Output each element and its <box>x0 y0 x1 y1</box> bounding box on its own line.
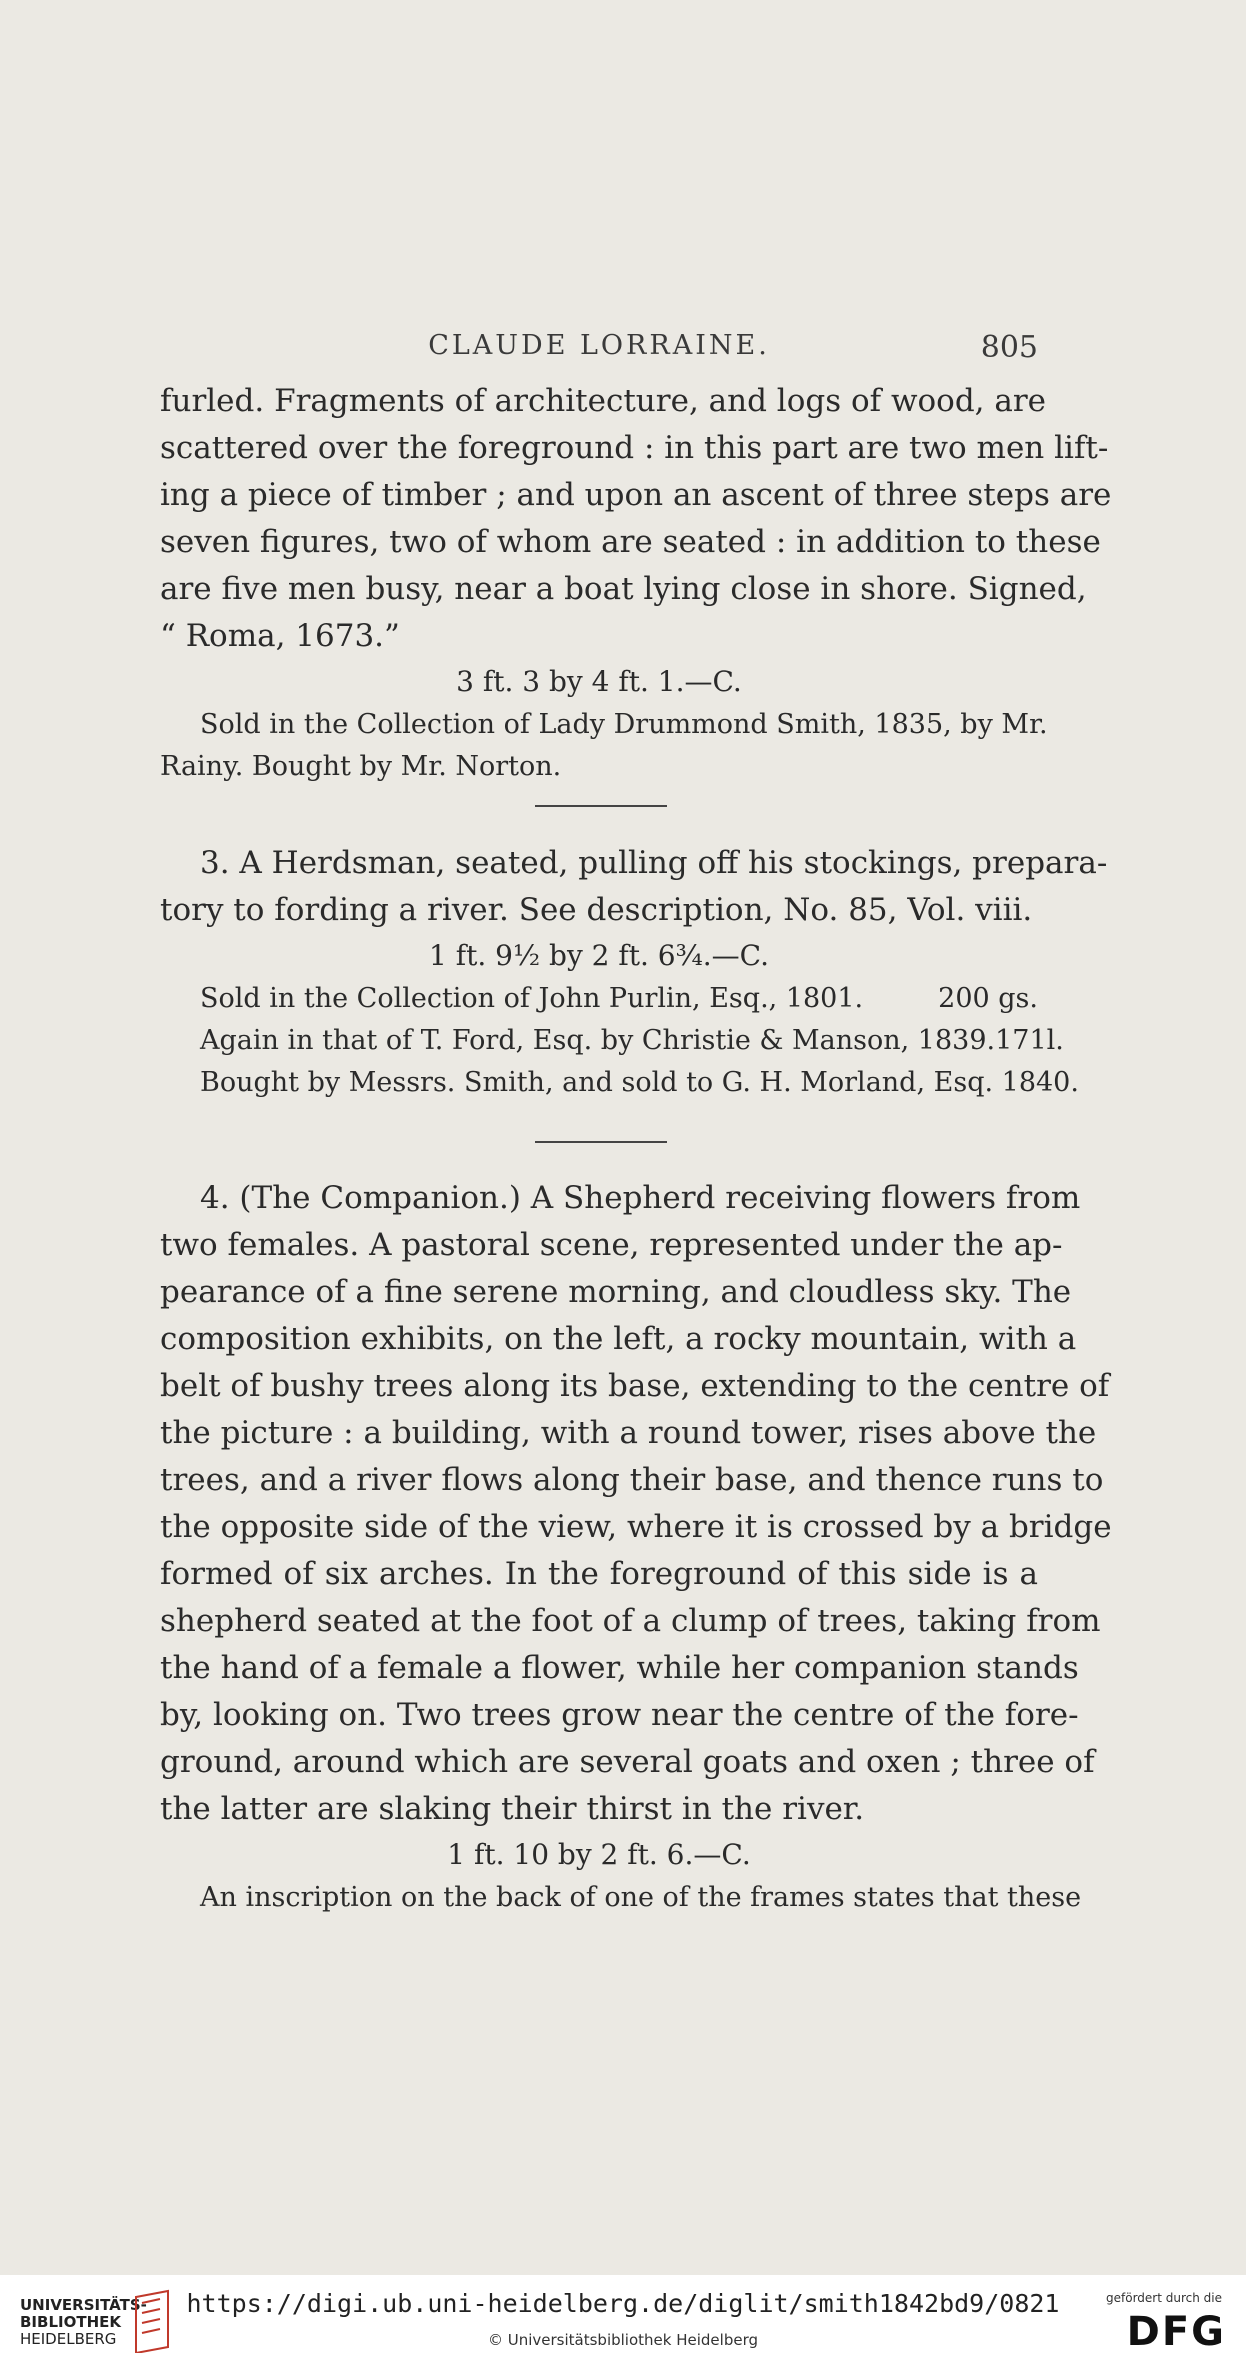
section-divider <box>535 1141 667 1143</box>
library-name-line: BIBLIOTHEK <box>20 2313 121 2331</box>
text-line: furled. Fragments of architecture, and logs of wood, are <box>160 383 1047 419</box>
continued-entry <box>160 378 1112 788</box>
text-line: two females. A pastoral scene, represented under the ap- <box>160 1227 1063 1263</box>
provenance-price: 200 gs. <box>938 983 1038 1014</box>
text-line: ing a piece of timber ; and upon an ascent of three steps are <box>160 477 1112 513</box>
running-title: CLAUDE LORRAINE. <box>428 330 770 361</box>
text-line: shepherd seated at the foot of a clump of trees, taking from <box>160 1603 1101 1639</box>
text-line: the latter are slaking their thirst in the river. <box>160 1791 865 1827</box>
page-number: 805 <box>980 330 1038 365</box>
text-line: tory to fording a river. See description, No. 85, Vol. viii. <box>160 892 1033 928</box>
provenance-text: Sold in the Collection of John Purlin, Esq., 1801. <box>200 983 864 1014</box>
note-line: Sold in the Collection of Lady Drummond Smith, 1835, by Mr. <box>200 709 1048 740</box>
copyright-notice: © Universitätsbibliothek Heidelberg <box>487 2331 758 2349</box>
section-divider <box>535 805 667 807</box>
text-line: the hand of a female a flower, while her companion stands <box>160 1650 1079 1686</box>
provenance-row <box>160 1020 1064 1062</box>
text-line: the picture : a building, with a round tower, rises above the <box>160 1415 1097 1451</box>
text-line: “ Roma, 1673.” <box>160 618 400 654</box>
library-name-line: UNIVERSITÄTS- <box>20 2296 147 2314</box>
funding-note: gefördert durch die <box>1106 2291 1222 2305</box>
viewer-footer <box>0 2275 1246 2364</box>
text-line: belt of bushy trees along its base, extending to the centre of <box>160 1368 1110 1404</box>
dimensions: 1 ft. 9½ by 2 ft. 6¾.—C. <box>429 939 769 972</box>
dimensions: 3 ft. 3 by 4 ft. 1.—C. <box>456 665 742 698</box>
note-line: An inscription on the back of one of the frames states that these <box>200 1882 1082 1913</box>
provenance-price: 171l. <box>995 1025 1064 1056</box>
text-line: are five men busy, near a boat lying close in shore. Signed, <box>160 571 1087 607</box>
text-line: the opposite side of the view, where it is crossed by a bridge <box>160 1509 1112 1545</box>
entry-text <box>160 378 1112 660</box>
permalink-url[interactable]: https://digi.ub.uni-heidelberg.de/diglit/smith1842bd9/0821 <box>186 2289 1060 2318</box>
library-name-line: HEIDELBERG <box>20 2330 117 2348</box>
text-line: trees, and a river flows along their base, and thence runs to <box>160 1462 1104 1498</box>
page-header <box>160 330 1038 370</box>
provenance-note <box>160 1877 1082 1919</box>
text-line: scattered over the foreground : in this part are two men lift- <box>160 430 1109 466</box>
text-line: 4. (The Companion.) A Shepherd receiving flowers from <box>200 1180 1081 1216</box>
entry-text <box>160 1175 1112 1833</box>
text-line: formed of six arches. In the foreground of this side is a <box>160 1556 1038 1592</box>
provenance-row <box>160 978 1038 1020</box>
text-line: seven figures, two of whom are seated : in addition to these <box>160 524 1101 560</box>
note-line: Bought by Messrs. Smith, and sold to G. H. Morland, Esq. 1840. <box>200 1067 1079 1098</box>
entry-3 <box>160 840 1108 1104</box>
dimensions: 1 ft. 10 by 2 ft. 6.—C. <box>447 1838 751 1871</box>
note-line: Rainy. Bought by Mr. Norton. <box>160 751 562 782</box>
provenance-text: Again in that of T. Ford, Esq. by Christie & Manson, 1839. <box>200 1025 996 1056</box>
entry-4 <box>160 1175 1112 1919</box>
dfg-logo[interactable]: DFG <box>1126 2309 1226 2355</box>
text-line: ground, around which are several goats and oxen ; three of <box>160 1744 1095 1780</box>
provenance-list <box>160 978 1079 1104</box>
text-line: by, looking on. Two trees grow near the centre of the fore- <box>160 1697 1079 1733</box>
entry-text <box>160 840 1108 934</box>
provenance-note <box>160 704 1048 788</box>
text-line: pearance of a fine serene morning, and cloudless sky. The <box>160 1274 1072 1310</box>
text-line: composition exhibits, on the left, a rocky mountain, with a <box>160 1321 1077 1357</box>
text-line: 3. A Herdsman, seated, pulling off his stockings, prepara- <box>200 845 1108 881</box>
